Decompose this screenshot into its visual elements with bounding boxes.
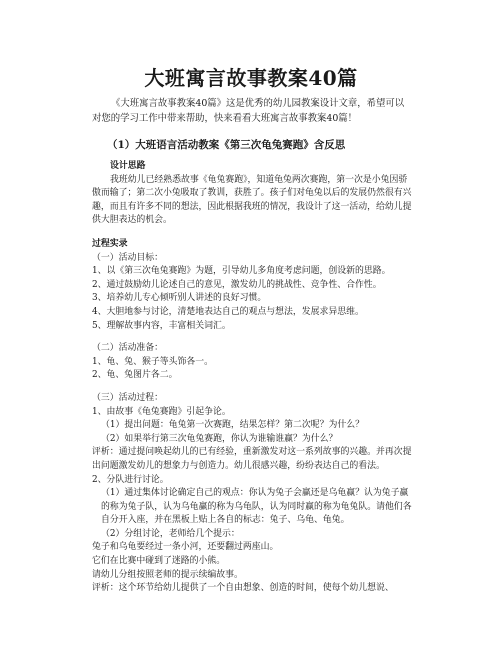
process-step: 2、分队进行讨论。 <box>92 474 169 485</box>
design-heading: 设计思路 <box>110 161 146 171</box>
process-comment: 评析：通过提问唤起幼儿的已有经验，重新激发对这一系列故事的兴趣。并再次提出问题激发幼儿的想象力与创造力。幼儿很感兴趣，纷纷表达自己的看法。 <box>92 447 412 471</box>
process-step: （1）提出问题：龟兔第一次赛跑，结果怎样？第二次呢？为什么？ <box>101 420 365 431</box>
process-step: 1、由故事《龟兔赛跑》引起争论。 <box>92 406 231 417</box>
prep-item: 1、龟、兔、猴子等头饰各一。 <box>92 356 214 367</box>
goal-item: 5、理解故事内容，丰富相关词汇。 <box>92 320 231 331</box>
record-heading: 过程实录 <box>92 239 128 249</box>
process-comment: 评析：这个环节给幼儿提供了一个自由想象、创造的时间，使每个幼儿想说、 <box>92 583 394 594</box>
goal-item: 4、大胆地参与讨论，清楚地表达自己的观点与想法，发展求异思维。 <box>92 306 364 317</box>
process-step: （1）通过集体讨论确定自己的观点：你认为兔子会赢还是乌龟赢？认为兔子赢的称为兔子队，认为乌龟赢的称为乌龟队，认为同时赢的称为龟兔队。请他们各自分开入座，并在黑板上贴上各自的标志：兔子、乌龟、龟兔。 <box>101 488 412 526</box>
intro-paragraph: 《大班寓言故事教案40篇》这是优秀的幼儿园教案设计文章，希望可以对您的学习工作中带来帮助，快来看看大班寓言故事教案40篇！ <box>92 98 405 124</box>
process-step: （2）如果举行第三次龟兔赛跑，你认为谁输谁赢？为什么？ <box>101 433 338 444</box>
design-section <box>92 160 414 228</box>
process-step: 兔子和乌龟要经过一条小河，还要翻过两座山。 <box>92 542 279 553</box>
process-step: 请幼儿分组按照老师的提示续编故事。 <box>92 569 243 580</box>
prep-item: 2、龟、兔图片各二。 <box>92 370 178 381</box>
process-heading: （三）活动过程： <box>92 392 163 403</box>
goal-item: 2、通过鼓励幼儿论述自己的意见，激发幼儿的挑战性、竞争性、合作性。 <box>92 279 382 290</box>
goal-item: 1、以《第三次龟兔赛跑》为题，引导幼儿多角度考虑问题，创设新的思路。 <box>92 266 391 277</box>
goal-item: 3、培养幼儿专心倾听别人讲述的良好习惯。 <box>92 293 267 304</box>
document-title: 大班寓言故事教案40篇 <box>144 66 358 90</box>
process-step: （2）分组讨论，老师给几个提示： <box>101 528 240 539</box>
goals-heading: （一）活动目标： <box>92 252 163 263</box>
design-text: 我班幼儿已经熟悉故事《龟兔赛跑》，知道龟兔两次赛跑，第一次是小兔因骄傲而输了；第二次小兔吸取了教训，获胜了。孩子们对龟兔以后的发展仍然很有兴趣，而且有许多不同的想法，因此根据我班的情况，我设计了这一活动，给幼儿提供大胆表达的机会。 <box>92 174 412 226</box>
section-heading: （1）大班语言活动教案《第三次龟兔赛跑》含反思 <box>107 139 346 151</box>
prep-heading: （二）活动准备： <box>92 343 163 354</box>
record-section <box>92 238 414 596</box>
process-step: 它们在比赛中碰到了迷路的小熊。 <box>92 556 226 567</box>
